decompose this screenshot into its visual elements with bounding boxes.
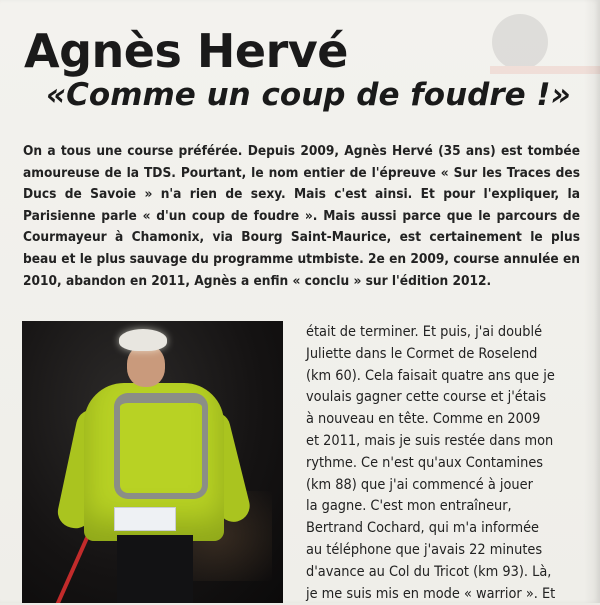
hydration-vest — [114, 393, 208, 499]
headlamp-icon — [119, 329, 167, 351]
body-line: d'avance au Col du Tricot (km 93). Là, — [306, 563, 552, 580]
body-line: était de terminer. Et puis, j'ai doublé — [306, 324, 543, 340]
race-bib — [114, 507, 176, 531]
body-line: Juliette dans le Cormet de Roselend — [306, 345, 538, 362]
body-line: (km 88) que j'ai commencé à jouer — [306, 476, 533, 493]
runner-photo — [22, 321, 283, 603]
body-line: voulais gagner cette course et j'étais — [306, 389, 547, 406]
athlete-name: Agnès Hervé — [24, 24, 348, 78]
body-line: je me suis mis en mode « warrior ». Et — [306, 585, 556, 602]
runner-legs — [117, 535, 193, 603]
body-line: et 2011, mais je suis restée dans mon — [306, 432, 554, 449]
body-line: rythme. Ce n'est qu'aux Contamines — [306, 454, 544, 471]
runner-face — [127, 345, 165, 387]
body-line: (km 60). Cela faisait quatre ans que je — [306, 367, 555, 384]
body-column — [306, 322, 586, 605]
page-edge-shadow — [584, 0, 600, 603]
body-line: Bertrand Cochard, qui m'a informée — [306, 520, 540, 537]
intro-paragraph: On a tous une course préférée. Depuis 2009, Agnès Hervé (35 ans) est tombée amoureuse de la TDS. Pourtant, le nom entier de l'épreuve « Sur les Traces des Ducs de Savoie » n'a rien de sexy. Mais c'est ainsi. Et pour l'expliquer, la Parisienne parle « d'un coup de foudre ». Mais aussi parce que le parcours de Courmayeur à Chamonix, via Bourg Saint-Maurice, est certainement le plus beau et le plus sauvage du programme utmbiste. 2e en 2009, course annulée en 2010, abandon en 2011, Agnès a enfin « conclu » sur l'édition 2012. — [23, 143, 580, 289]
body-line: la gagne. C'est mon entraîneur, — [306, 498, 512, 515]
body-line: à nouveau en tête. Comme en 2009 — [306, 411, 541, 428]
bleed-badge — [492, 14, 548, 70]
headline-quote: «Comme un coup de foudre !» — [46, 77, 571, 113]
body-line: au téléphone que j'avais 22 minutes — [306, 541, 543, 558]
